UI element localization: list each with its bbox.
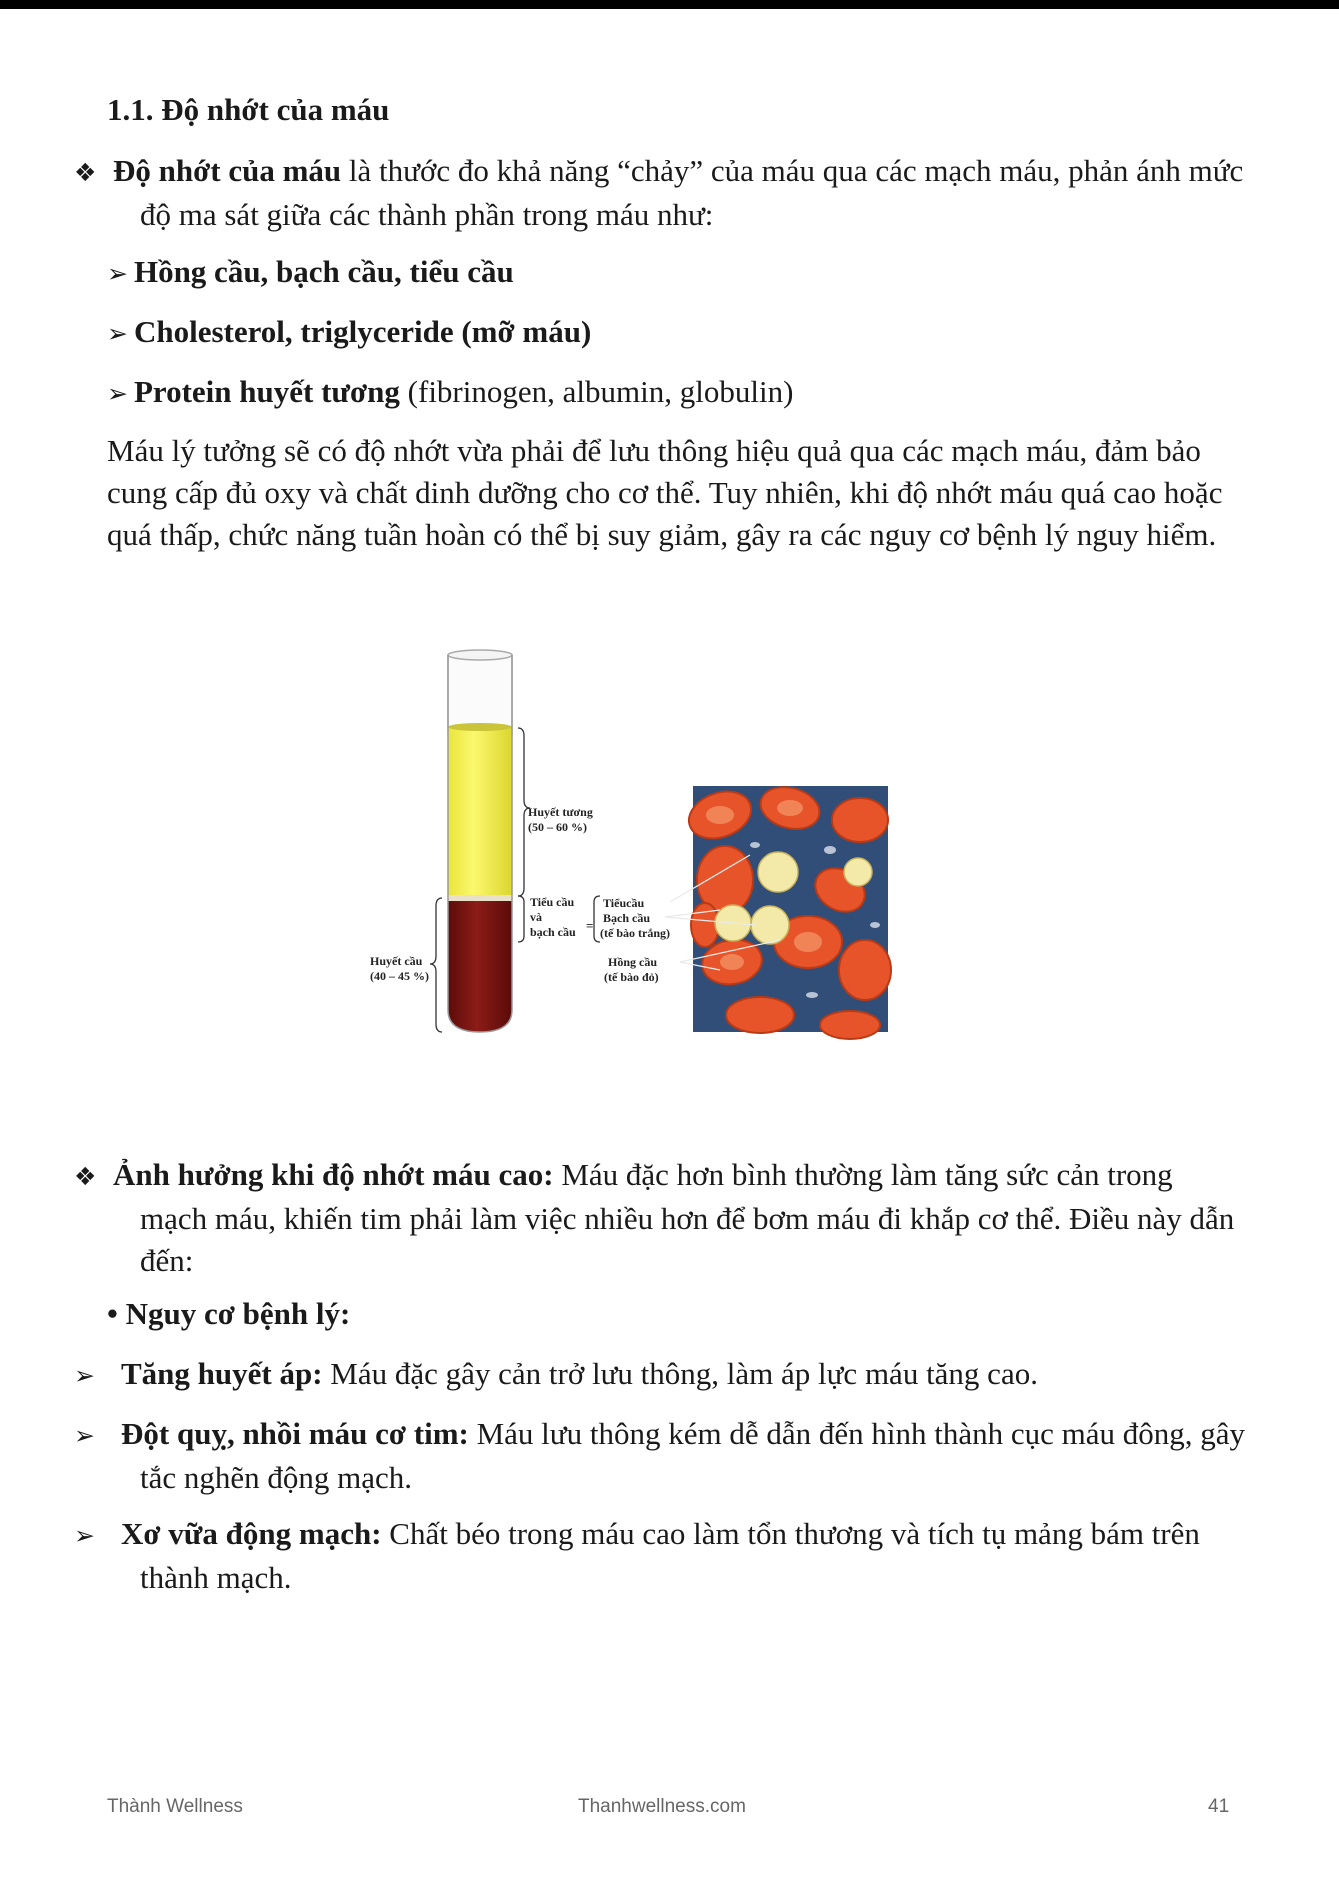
- component-bold: Protein huyết tương: [133, 374, 400, 409]
- footer-website: Thanhwellness.com: [578, 1796, 746, 1817]
- component-text: (fibrinogen, albumin, globulin): [399, 374, 794, 409]
- risk-text: Chất béo trong máu cao làm tổn thương và tích tụ mảng bám trên thành mạch.: [140, 1516, 1200, 1595]
- risk-bold: Tăng huyết áp:: [121, 1356, 323, 1391]
- component-item: [107, 371, 793, 415]
- effects-bullet: ❖ Ảnh hưởng khi độ nhớt máu cao: Máu đặc hơn bình thường làm tăng sức cản trong mạch máu, khiến tim phải làm việc nhiều hơn để bơm máu đi khắp cơ thể. Điều này dẫn đến:: [74, 1157, 1235, 1278]
- svg-text:=: =: [586, 918, 594, 933]
- component-item: [107, 311, 591, 355]
- risk-text: Máu lưu thông kém dễ dẫn đến hình thành cục máu đông, gây tắc nghẽn động mạch.: [140, 1416, 1245, 1495]
- intro-text: là thước đo khả năng “chảy” của máu qua các mạch máu, phản ánh mức độ ma sát giữa các thành phần trong máu như:: [140, 153, 1244, 232]
- footer-brand: Thành Wellness: [107, 1796, 243, 1817]
- page-number: 41: [1208, 1796, 1230, 1817]
- blood-cell-layer: [448, 898, 512, 1032]
- arrow-bullet-icon: ➢: [107, 379, 128, 408]
- component-bold: Cholesterol, triglyceride (mỡ máu): [133, 314, 592, 349]
- risk-text: Máu đặc gây cản trở lưu thông, làm áp lực máu tăng cao.: [322, 1356, 1038, 1391]
- buffy-coat: [448, 895, 512, 901]
- intro-bold: Độ nhớt của máu: [113, 153, 342, 188]
- rbc-label: Hồng cầu: [608, 955, 658, 969]
- plasma-label: Huyết tương: [528, 805, 593, 819]
- buffy-brace: [518, 896, 524, 942]
- platelet-label: Tiểucầu: [603, 896, 645, 910]
- rbc-note: (tế bào đỏ): [604, 970, 659, 984]
- risk-title: • Nguy cơ bệnh lý:: [107, 1296, 351, 1331]
- blood-micrograph: [682, 781, 891, 1039]
- risk-item: ➢ Đột quỵ, nhồi máu cơ tim: Máu lưu thông kém dễ dẫn đến hình thành cục máu đông, gây tắc nghẽn động mạch.: [74, 1416, 1245, 1495]
- plasma-layer: [448, 727, 512, 899]
- blood-composition-figure: [360, 640, 900, 1040]
- test-tube: [448, 650, 512, 1032]
- cells-pct: (40 – 45 %): [370, 969, 429, 983]
- component-item: [107, 251, 514, 295]
- wbc-label: Bạch cầu: [603, 911, 651, 925]
- component-bold: Hồng cầu, bạch cầu, tiểu cầu: [133, 254, 514, 289]
- section-heading: 1.1. Độ nhớt của máu: [107, 92, 390, 127]
- arrow-bullet-icon: ➢: [107, 259, 128, 288]
- top-border: [0, 0, 1339, 9]
- wbc-note: (tế bào trắng): [600, 926, 670, 940]
- effects-text: Máu đặc hơn bình thường làm tăng sức cản trong mạch máu, khiến tim phải làm việc nhiều hơn để bơm máu đi khắp cơ thể. Điều này dẫn đến:: [140, 1157, 1235, 1278]
- buffy-label-1: Tiểu cầu: [530, 895, 575, 909]
- body-paragraph: Máu lý tưởng sẽ có độ nhớt vừa phải để lưu thông hiệu quả qua các mạch máu, đảm bảo cung cấp đủ oxy và chất dinh dưỡng cho cơ thể. Tuy nhiên, khi độ nhớt máu quá cao hoặc quá thấp, chức năng tuần hoàn có thể bị suy giảm, gây ra các nguy cơ bệnh lý nguy hiểm.: [107, 433, 1223, 552]
- cells-brace: [430, 898, 442, 1032]
- buffy-label-2: và: [530, 910, 542, 924]
- effects-bold: Ảnh hưởng khi độ nhớt máu cao:: [113, 1157, 554, 1192]
- risk-bold: Xơ vữa động mạch:: [121, 1516, 382, 1551]
- risk-bold: Đột quỵ, nhồi máu cơ tim:: [121, 1416, 469, 1451]
- cells-label: Huyết cầu: [370, 954, 423, 968]
- arrow-bullet-icon: ➢: [107, 319, 128, 348]
- intro-bullet: ❖ Độ nhớt của máu là thước đo khả năng “chảy” của máu qua các mạch máu, phản ánh mức độ ma sát giữa các thành phần trong máu như:: [74, 153, 1244, 232]
- buffy-label-3: bạch cầu: [530, 925, 576, 939]
- risk-item: ➢ Xơ vữa động mạch: Chất béo trong máu cao làm tổn thương và tích tụ mảng bám trên thành mạch.: [74, 1516, 1200, 1595]
- risk-item: ➢ Tăng huyết áp: Máu đặc gây cản trở lưu thông, làm áp lực máu tăng cao.: [74, 1356, 1038, 1391]
- plasma-pct: (50 – 60 %): [528, 820, 587, 834]
